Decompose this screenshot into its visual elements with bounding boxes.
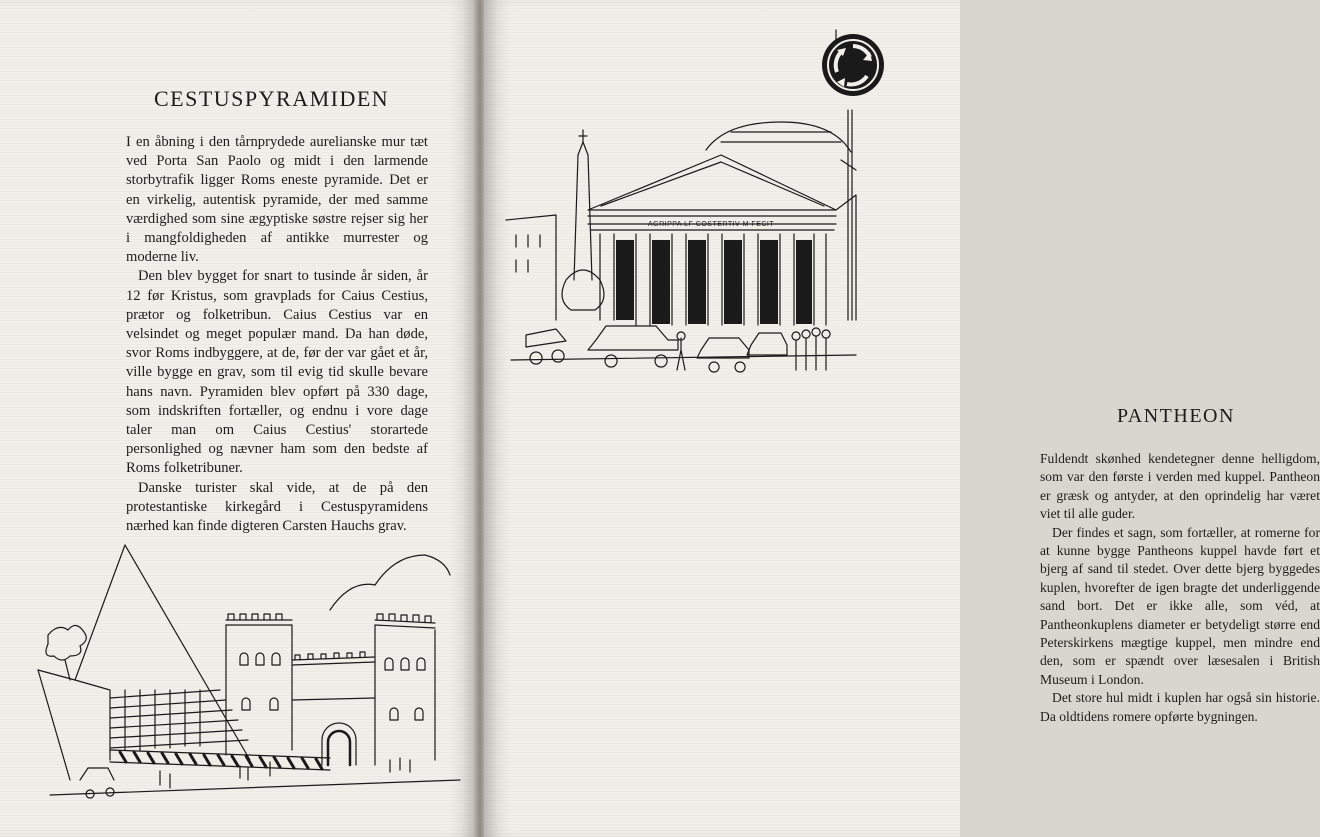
paragraph: Danske turister skal vide, at de på den protestantiske kirkegård i Cestuspyramidens nærhed kan finde digteren Carsten Hauchs grav. [126, 479, 428, 535]
paragraph: Fuldendt skønhed kendetegner denne helligdom, som var den første i verden med kuppel. Pantheon er græsk og antyder, at den oprindelig har været viet til alle guder. [1040, 451, 1320, 522]
roundabout-sign-icon [820, 32, 886, 98]
left-page [0, 0, 476, 837]
paragraph: Det store hul midt i kuplen har også sin historie. Da oldtidens romere opførte bygningen. [1040, 690, 1320, 724]
right-page [484, 0, 1320, 837]
right-page-title: PANTHEON [1117, 405, 1235, 427]
right-page-body [1040, 450, 1320, 726]
left-page-body [126, 133, 428, 536]
pyramid-illustration [30, 540, 470, 810]
pediment-inscription: AGRIPPA LF COSTERTIV M FECIT [648, 221, 775, 228]
paragraph: I en åbning i den tårnprydede aurelianske mur tæt ved Porta San Paolo og midt i den larmende storbytrafik ligger Roms eneste pyramide. Det er en virkelig, autentisk pyramide, der med samme værdighed som sine ægyptiske søstre rejser sig her i mangfoldigheden af antikke murrester og moderne liv. [126, 134, 428, 266]
paragraph: Den blev bygget for snart to tusinde år siden, år 12 før Kristus, som gravplads for Caius Cestius, prætor og folketribun. Caius Cestius var en velsindet og meget populær mand. Da han døde, svor Roms indbyggere, at de, før der var gået et år, ville bygge en grav, som til evig tid skulle bevare hans navn. Pyramiden blev opført på 330 dage, som indskriften fortæller, og endnu i vore dage taler man om Caius Cestius' storartede personlighed og nævner ham som den bedste af Roms folketribuner. [126, 268, 428, 477]
paragraph: Der findes et sagn, som fortæller, at romerne for at kunne bygge Pantheons kuppel havde ført et bjerg af sand til stedet. Over dette bjerg byggedes kuplen, hvorefter de igen bragte det underliggende sand bort. Det er ikke alle, som véd, at Pantheonkuplens diameter er betydeligt større end Peterskirkens mægtige kuppel, men mindre end den, som er spændt over læsesalen i British Museum i London. [1040, 524, 1320, 687]
left-page-title: CESTUSPYRAMIDEN [154, 86, 390, 111]
